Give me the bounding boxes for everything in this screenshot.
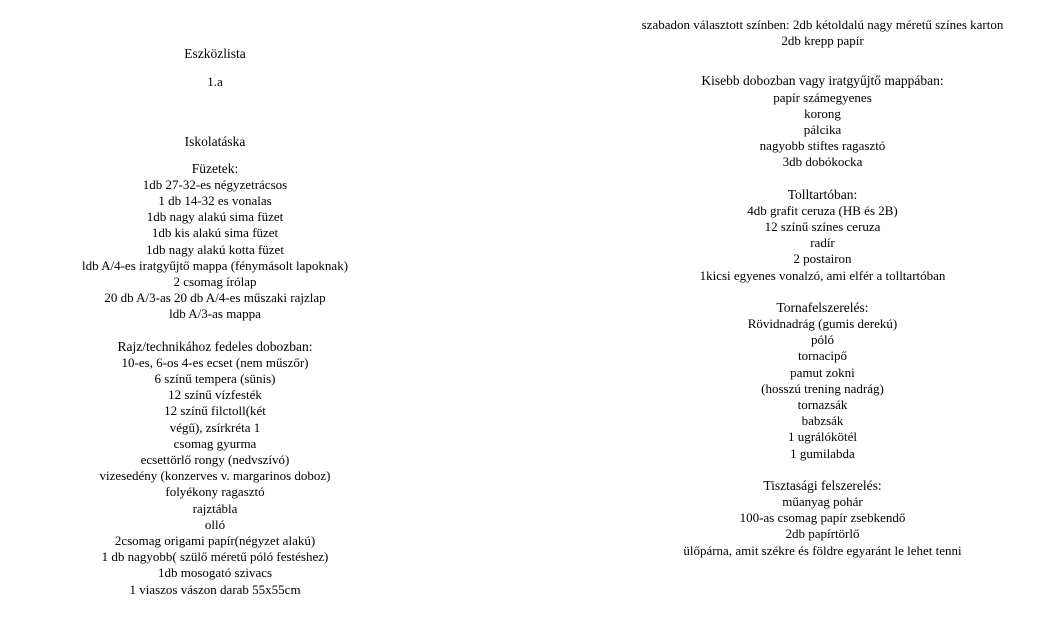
left-column <box>20 0 410 598</box>
list-item: pálcika <box>803 122 842 138</box>
list-item: 12 színű filctoll(két <box>164 403 266 419</box>
list-item: rajztábla <box>192 500 238 516</box>
list-item: 1kicsi egyenes vonalzó, ami elfér a tolltartóban <box>699 267 946 283</box>
list-item: 2db papírtörlő <box>785 526 860 542</box>
list-item: 2db krepp papír <box>781 33 864 49</box>
list-item: 2csomag origami papír(négyzet alakú) <box>114 533 316 549</box>
list-item: 1db nagy alakú kotta füzet <box>146 241 284 257</box>
list-item: folyékony ragasztó <box>165 484 265 500</box>
pe-heading: Tornafelszerelés: <box>776 299 869 315</box>
list-item: vizesedény (konzerves v. margarinos doboz) <box>99 468 331 484</box>
list-item: nagyobb stiftes ragasztó <box>759 138 886 154</box>
art-heading: Rajz/technikához fedeles dobozban: <box>117 338 313 354</box>
list-item: korong <box>804 105 841 121</box>
list-item: ecsettörlő rongy (nedvszívó) <box>140 452 290 468</box>
list-item: 2 csomag írólap <box>173 274 257 290</box>
list-item: 2 postairon <box>793 251 852 267</box>
list-item: 3db dobókocka <box>782 154 863 170</box>
list-item: 20 db A/3-as 20 db A/4-es műszaki rajzlap <box>104 290 326 306</box>
list-item: babzsák <box>801 413 844 429</box>
notebooks-heading: Füzetek: <box>191 160 239 176</box>
list-item: tornacipő <box>797 348 848 364</box>
box-heading: Kisebb dobozban vagy iratgyűjtő mappában: <box>701 73 944 89</box>
list-item: tornazsák <box>797 397 848 413</box>
list-item: szabadon választott színben: 2db kétoldalú nagy méretű színes karton <box>641 17 1004 32</box>
document-title: Eszközlista <box>184 46 246 61</box>
list-item: 1 ugrálókötél <box>788 429 857 445</box>
right-column <box>600 0 1044 559</box>
list-item: 1 db 14-32 es vonalas <box>158 193 272 209</box>
class-label: 1.a <box>207 74 223 90</box>
list-item: ldb A/3-as mappa <box>169 306 261 322</box>
list-item: 1 gumilabda <box>790 445 855 461</box>
list-item: pamut zokni <box>790 364 855 380</box>
schoolbag-heading: Iskolatáska <box>184 134 246 150</box>
list-item: 10-es, 6-os 4-es ecset (nem műszőr) <box>121 354 309 370</box>
list-item: radír <box>810 235 835 251</box>
pencil-case-heading: Tolltartóban: <box>787 186 858 202</box>
list-item: Rövidnadrág (gumis derekú) <box>747 316 898 332</box>
list-item: (hosszú trening nadrág) <box>761 380 884 396</box>
list-item: 6 színű tempera (sünis) <box>154 371 276 387</box>
list-item: 12 színű vízfesték <box>168 387 262 403</box>
list-item: póló <box>810 332 835 348</box>
hygiene-heading: Tisztasági felszerelés: <box>763 477 882 493</box>
list-item: 1db mosogató szivacs <box>157 565 273 581</box>
list-item: végű), zsírkréta 1 <box>169 419 261 435</box>
list-item: műanyag pohár <box>782 494 863 510</box>
list-item: 1db 27-32-es négyzetrácsos <box>142 176 288 192</box>
list-item: 1 db nagyobb( szülő méretű póló festéshez) <box>101 549 329 565</box>
list-item: 12 színű színes ceruza <box>764 219 881 235</box>
list-item: 100-as csomag papír zsebkendő <box>739 510 906 526</box>
list-item: 1db kis alakú sima füzet <box>151 225 279 241</box>
list-item: 1db nagy alakú sima füzet <box>146 209 284 225</box>
list-item: 1 viaszos vászon darab 55x55cm <box>129 581 301 597</box>
list-item: olló <box>204 516 226 532</box>
list-item: 4db grafit ceruza (HB és 2B) <box>747 202 898 218</box>
list-item: ülőpárna, amit székre és földre egyaránt le lehet tenni <box>683 542 962 558</box>
list-item: csomag gyurma <box>173 435 257 451</box>
list-item: ldb A/4-es iratgyűjtő mappa (fénymásolt lapoknak) <box>81 257 349 273</box>
list-item: papír számegyenes <box>773 89 872 105</box>
